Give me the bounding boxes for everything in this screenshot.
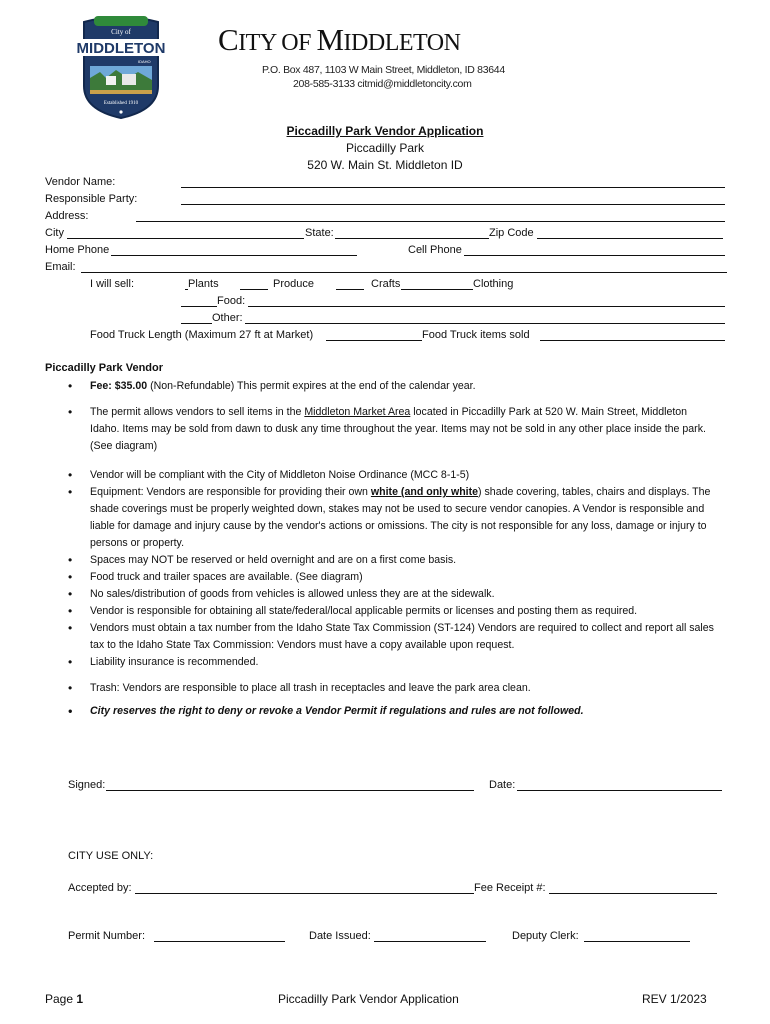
responsible-party-label: Responsible Party:: [45, 193, 138, 205]
city-contact: 208-585-3133 citmid@middletoncity.com: [293, 78, 472, 90]
other-label: Other:: [212, 312, 243, 324]
trailer-item: • Food truck and trailer spaces are available. (See diagram): [66, 569, 716, 586]
truck-items-field[interactable]: [540, 340, 725, 341]
food-field[interactable]: [248, 306, 725, 307]
cell-phone-label: Cell Phone: [408, 244, 462, 256]
market-area-link[interactable]: Middleton Market Area: [304, 406, 411, 418]
other-field[interactable]: [245, 323, 725, 324]
produce-label: Produce: [273, 278, 314, 290]
state-field[interactable]: [335, 238, 489, 239]
city-label: City: [45, 227, 64, 239]
other-check[interactable]: [181, 323, 212, 324]
rules-list-a: [66, 378, 716, 395]
plants-label: Plants: [188, 278, 219, 290]
state-label: State:: [305, 227, 334, 239]
rules-heading: Piccadilly Park Vendor: [45, 362, 164, 374]
deputy-clerk-label: Deputy Clerk:: [512, 930, 579, 942]
home-phone-label: Home Phone: [45, 244, 110, 256]
permit-number-field[interactable]: [154, 941, 285, 942]
clothing-check[interactable]: [401, 289, 473, 290]
tax-item: • Vendors must obtain a tax number from the Idaho State Tax Commission (ST-124) Vendors are required to collect and report all sales tax to the Idaho State Tax Commission: Vendors must have a copy available upon request.: [66, 620, 716, 654]
fee-receipt-label: Fee Receipt #:: [474, 882, 546, 894]
fee-receipt-field[interactable]: [549, 893, 717, 894]
seal-state-text: IDAHO: [138, 59, 151, 64]
city-address: P.O. Box 487, 1103 W Main Street, Middleton, ID 83644: [262, 64, 505, 76]
page-number: Page 1: [45, 992, 84, 1006]
vendor-name-field[interactable]: [181, 187, 725, 188]
address-field[interactable]: [136, 221, 725, 222]
rules-list-e: [66, 703, 716, 720]
noise-item: • Vendor will be compliant with the City of Middleton Noise Ordinance (MCC 8-1-5): [66, 467, 716, 484]
seal-top-text: City of: [111, 28, 131, 36]
form-location: 520 W. Main St. Middleton ID: [307, 158, 463, 172]
footer-title: Piccadilly Park Vendor Application: [278, 992, 459, 1006]
rules-list-b: [66, 404, 716, 455]
truck-items-label: Food Truck items sold: [422, 329, 530, 341]
revision: REV 1/2023: [642, 992, 707, 1006]
vehicles-item: • No sales/distribution of goods from vehicles is allowed unless they are at the sidewalk.: [66, 586, 716, 603]
seal-established-text: Established 1910: [103, 101, 139, 106]
permit-number-label: Permit Number:: [68, 930, 146, 942]
zip-label: Zip Code: [489, 227, 534, 239]
truck-length-label: Food Truck Length (Maximum 27 ft at Market): [90, 329, 314, 341]
zip-field[interactable]: [537, 238, 723, 239]
city-use-heading: CITY USE ONLY:: [68, 850, 154, 862]
date-issued-field[interactable]: [374, 941, 486, 942]
truck-length-field[interactable]: [326, 340, 422, 341]
city-title: CITY OF MIDDLETON: [218, 22, 461, 57]
spaces-item: • Spaces may NOT be reserved or held overnight and are on a first come basis.: [66, 552, 716, 569]
seal-name-text: MIDDLETON: [76, 40, 166, 57]
email-label: Email:: [45, 261, 76, 273]
fee-item: • Fee: $35.00 (Non-Refundable) This permit expires at the end of the calendar year.: [66, 378, 716, 395]
email-field[interactable]: [81, 272, 727, 273]
accepted-by-label: Accepted by:: [68, 882, 132, 894]
insurance-item: • Liability insurance is recommended.: [66, 654, 716, 671]
food-check[interactable]: [181, 306, 217, 307]
date-issued-label: Date Issued:: [309, 930, 371, 942]
vendor-name-label: Vendor Name:: [45, 176, 116, 188]
crafts-check[interactable]: [336, 289, 364, 290]
accepted-by-field[interactable]: [135, 893, 474, 894]
home-phone-field[interactable]: [111, 255, 357, 256]
food-label: Food:: [217, 295, 246, 307]
date-field[interactable]: [517, 790, 722, 791]
rules-list-d: [66, 680, 716, 697]
permits-item: • Vendor is responsible for obtaining all state/federal/local applicable permits or licenses and posting them as required.: [66, 603, 716, 620]
city-seal-logo: [76, 14, 166, 120]
trash-item: • Trash: Vendors are responsible to place all trash in receptacles and leave the park area clean.: [66, 680, 716, 697]
clothing-label: Clothing: [473, 278, 514, 290]
responsible-party-field[interactable]: [181, 204, 725, 205]
signature-field[interactable]: [106, 790, 474, 791]
city-field[interactable]: [67, 238, 304, 239]
produce-check[interactable]: [240, 289, 268, 290]
equipment-item: • Equipment: Vendors are responsible for providing their own white (and only white) shade covering, tables, chairs and displays. The shade coverings must be properly weighted down, stakes may not be used to secure vendor canopies. A Vendor is responsible and liable for damage and injury cause by the vendor's actions or omissions. The city is not responsible for any loss, damage or injury to persons or property.: [66, 484, 716, 552]
permit-area-item: • The permit allows vendors to sell items in the Middleton Market Area located in Piccadilly Park at 520 W. Main Street, Middleton Idaho. Items may be sold from dawn to dusk any time throughout the year. Items may not be sold in any other place inside the park. (See diagram): [66, 404, 716, 455]
cell-phone-field[interactable]: [464, 255, 725, 256]
crafts-label: Crafts: [371, 278, 401, 290]
form-subtitle: Piccadilly Park: [345, 141, 425, 155]
sell-label: I will sell:: [90, 278, 135, 290]
address-label: Address:: [45, 210, 89, 222]
reserve-item: • City reserves the right to deny or revoke a Vendor Permit if regulations and rules are not followed.: [66, 703, 716, 720]
signed-label: Signed:: [68, 779, 106, 791]
form-title: Piccadilly Park Vendor Application: [286, 124, 484, 138]
deputy-clerk-field[interactable]: [584, 941, 690, 942]
rules-list-c: [66, 467, 716, 671]
date-label: Date:: [489, 779, 516, 791]
